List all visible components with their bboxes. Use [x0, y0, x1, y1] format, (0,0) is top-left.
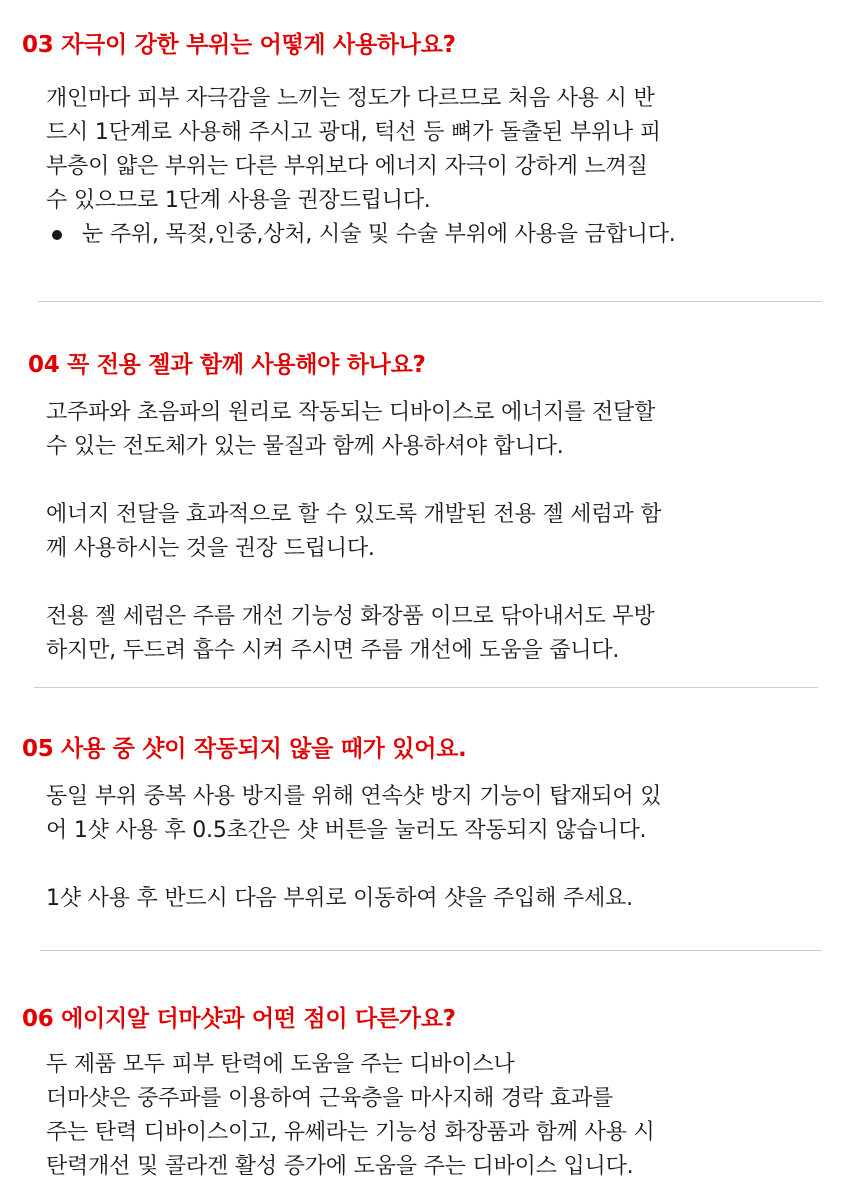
faq-04-line: 에너지 전달을 효과적으로 할 수 있도록 개발된 전용 젤 세럼과 함 — [46, 502, 662, 527]
faq-04-line: 하지만, 두드려 흡수 시켜 주시면 주름 개선에 도움을 줍니다. — [46, 638, 620, 663]
faq-05-answer — [46, 780, 661, 916]
faq-05-line: 1샷 사용 후 반드시 다음 부위로 이동하여 샷을 주입해 주세요. — [46, 886, 633, 911]
faq-06-line: 주는 탄력 디바이스이고, 유쎄라는 기능성 화장품과 함께 사용 시 — [46, 1120, 655, 1145]
faq-03-title: 03 자극이 강한 부위는 어떻게 사용하나요? — [22, 32, 456, 58]
faq-04-answer — [46, 396, 661, 668]
faq-04-title: 04 꼭 전용 젤과 함께 사용해야 하나요? — [28, 352, 426, 378]
faq-03-line: 드시 1단계로 사용해 주시고 광대, 턱선 등 뼈가 돌출된 부위나 피 — [46, 120, 661, 145]
faq-03-line: 수 있으므로 1단계 사용을 권장드립니다. — [46, 188, 431, 213]
faq-06-line: 두 제품 모두 피부 탄력에 도움을 주는 디바이스나 — [46, 1052, 515, 1077]
faq-05-line: 어 1샷 사용 후 0.5초간은 샷 버튼을 눌러도 작동되지 않습니다. — [46, 818, 647, 843]
faq-04-line: 수 있는 전도체가 있는 물질과 함께 사용하셔야 합니다. — [46, 434, 564, 459]
faq-06-answer — [46, 1048, 655, 1184]
faq-03-line: 개인마다 피부 자극감을 느끼는 정도가 다르므로 처음 사용 시 반 — [46, 86, 655, 111]
bullet-icon — [52, 230, 62, 240]
faq-04-line: 고주파와 초음파의 원리로 작동되는 디바이스로 에너지를 전달할 — [46, 400, 656, 425]
faq-05-title: 05 사용 중 샷이 작동되지 않을 때가 있어요. — [22, 736, 467, 762]
faq-03-warning-item — [46, 218, 676, 252]
divider — [38, 301, 822, 302]
faq-04-line: 전용 젤 세럼은 주름 개선 기능성 화장품 이므로 닦아내서도 무방 — [46, 604, 655, 629]
faq-04-line: 께 사용하시는 것을 권장 드립니다. — [46, 536, 375, 561]
faq-05-line: 동일 부위 중복 사용 방지를 위해 연속샷 방지 기능이 탑재되어 있 — [46, 784, 662, 809]
divider — [34, 687, 818, 688]
faq-03-warning-text: 눈 주위, 목젖,인중,상처, 시술 및 수술 부위에 사용을 금합니다. — [82, 222, 676, 247]
faq-03-line: 부층이 얇은 부위는 다른 부위보다 에너지 자극이 강하게 느껴질 — [46, 154, 648, 179]
faq-06-line: 탄력개선 및 콜라겐 활성 증가에 도움을 주는 디바이스 입니다. — [46, 1154, 634, 1179]
faq-06-title: 06 에이지알 더마샷과 어떤 점이 다른가요? — [22, 1006, 456, 1032]
faq-06-line: 더마샷은 중주파를 이용하여 근육층을 마사지해 경락 효과를 — [46, 1086, 614, 1111]
divider — [40, 950, 822, 951]
faq-03-answer — [46, 82, 676, 252]
